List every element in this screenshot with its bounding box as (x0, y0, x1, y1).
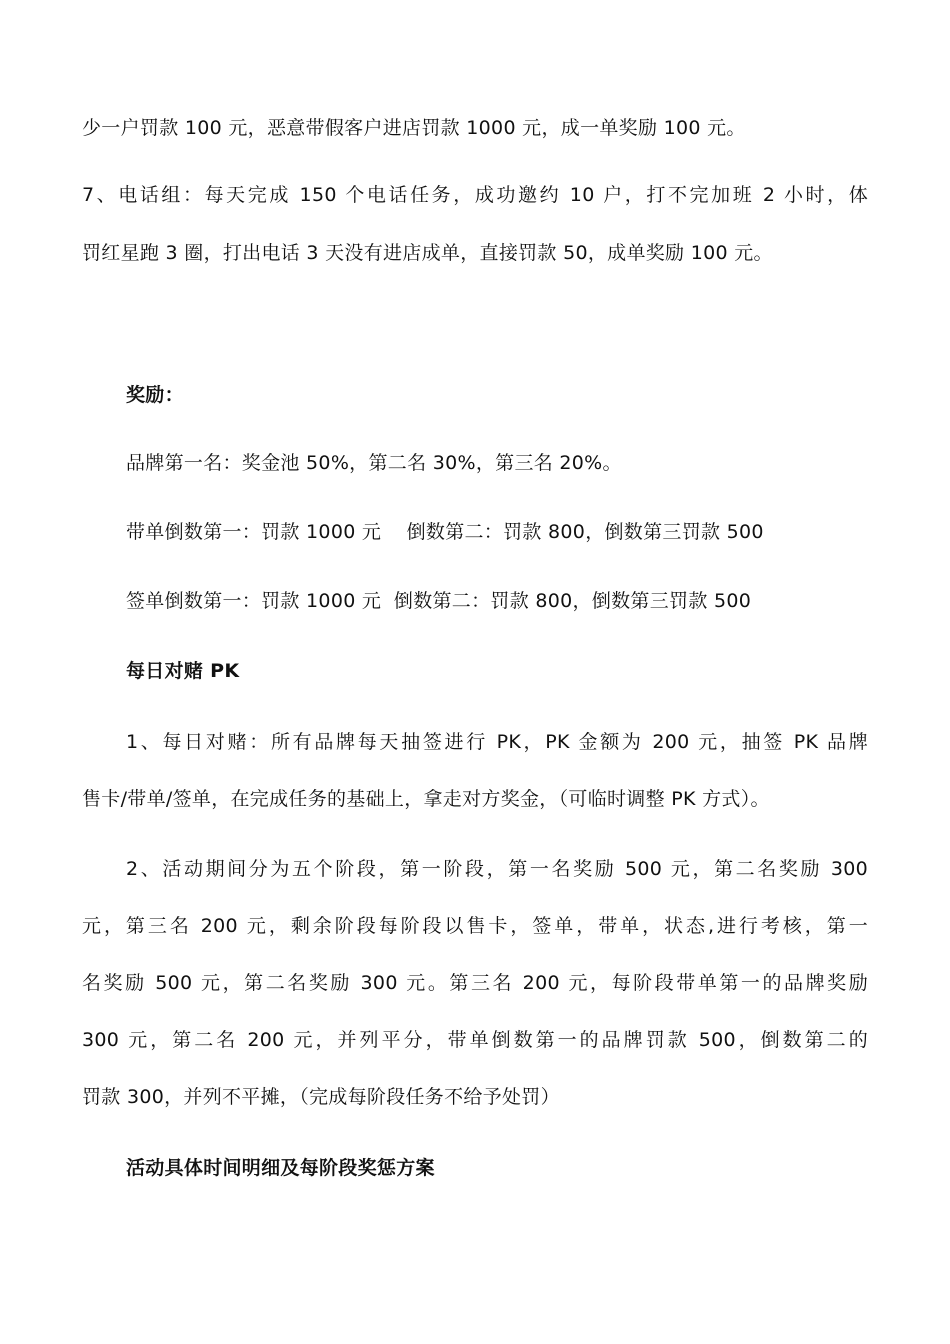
paragraph-line: 售卡/带单/签单，在完成任务的基础上，拿走对方奖金，（可临时调整 PK 方式）。 (82, 788, 770, 810)
paragraph-line: 2、活动期间分为五个阶段，第一阶段，第一名奖励 500 元，第二名奖励 300 (126, 858, 868, 880)
reward-daidan-line: 带单倒数第一：罚款 1000 元 倒数第二：罚款 800，倒数第三罚款 500 (126, 521, 764, 543)
paragraph-line: 元，第三名 200 元，剩余阶段每阶段以售卡，签单，带单，状态,进行考核，第一 (82, 915, 868, 937)
reward-qiandan-line: 签单倒数第一：罚款 1000 元 倒数第二：罚款 800，倒数第三罚款 500 (126, 590, 752, 612)
paragraph-line: 300 元，第二名 200 元，并列平分，带单倒数第一的品牌罚款 500，倒数第二的 (82, 1029, 868, 1051)
section-heading-reward: 奖励： (126, 384, 184, 406)
paragraph-line: 少一户罚款 100 元，恶意带假客户进店罚款 1000 元，成一单奖励 100 元。 (82, 117, 746, 139)
paragraph-line: 1、每日对赌：所有品牌每天抽签进行 PK，PK 金额为 200 元，抽签 PK 品牌 (126, 731, 868, 753)
paragraph-line: 7、电话组：每天完成 150 个电话任务，成功邀约 10 户，打不完加班 2 小时，体 (82, 184, 868, 206)
paragraph-line: 罚红星跑 3 圈，打出电话 3 天没有进店成单，直接罚款 50，成单奖励 100 元。 (82, 242, 773, 264)
paragraph-line: 名奖励 500 元，第二名奖励 300 元。第三名 200 元，每阶段带单第一的品牌奖励 (82, 972, 868, 994)
section-heading-pk: 每日对赌 PK (126, 660, 240, 682)
reward-brand-line: 品牌第一名：奖金池 50%，第二名 30%，第三名 20%。 (126, 452, 622, 474)
paragraph-line: 罚款 300，并列不平摊，（完成每阶段任务不给予处罚） (82, 1086, 560, 1108)
section-heading-schedule: 活动具体时间明细及每阶段奖惩方案 (126, 1157, 435, 1179)
